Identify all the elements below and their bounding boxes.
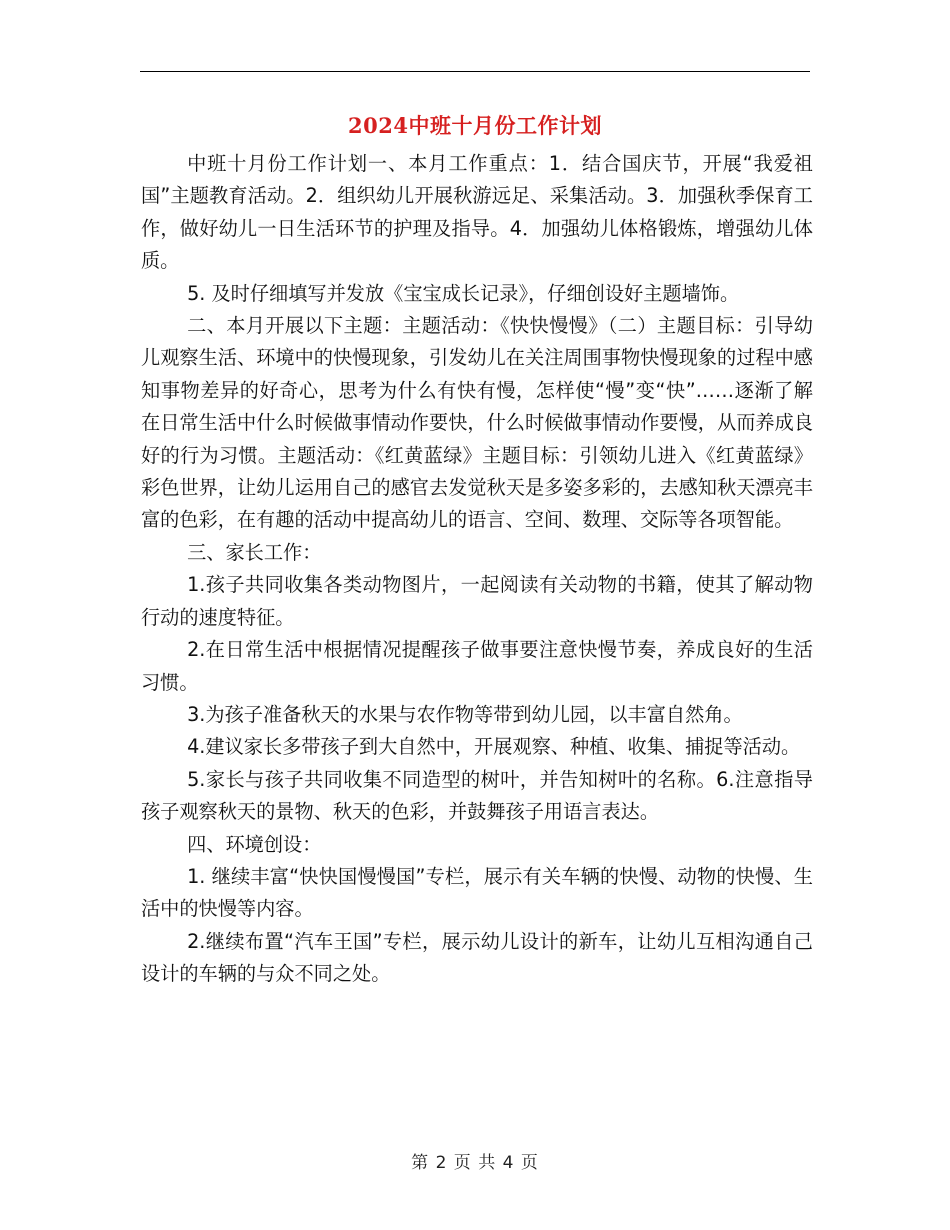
paragraph-11: 1. 继续丰富“快快国慢慢国”专栏，展示有关车辆的快慢、动物的快慢、生活中的快慢等内容。 <box>141 864 813 921</box>
paragraph-12: 2.继续布置“汽车王国”专栏，展示幼儿设计的新车，让幼儿互相沟通自己设计的车辆的与众不同之处。 <box>141 929 813 986</box>
section-heading-environment: 四、环境创设： <box>187 832 322 856</box>
paragraph-8: 4.建议家长多带孩子到大自然中，开展观察、种植、收集、捕捉等活动。 <box>187 735 801 759</box>
document-body <box>141 148 813 991</box>
paragraph-7: 3.为孩子准备秋天的水果与农作物等带到幼儿园，以丰富自然角。 <box>187 702 743 726</box>
header-rule <box>140 71 810 72</box>
paragraph-1: 中班十月份工作计划一、本月工作重点：1．结合国庆节，开展“我爱祖国”主题教育活动。2．组织幼儿开展秋游远足、采集活动。3．加强秋季保育工作，做好幼儿一日生活环节的护理及指导。4．加强幼儿体格锻炼，增强幼儿体质。 <box>141 152 813 273</box>
paragraph-9: 5.家长与孩子共同收集不同造型的树叶，并告知树叶的名称。6.注意指导孩子观察秋天的景物、秋天的色彩，并鼓舞孩子用语言表达。 <box>141 767 813 824</box>
page-footer: 第 2 页 共 4 页 <box>411 1153 539 1173</box>
document-title: 2024中班十月份工作计划 <box>348 113 602 138</box>
paragraph-6: 2.在日常生活中根据情况提醒孩子做事要注意快慢节奏，养成良好的生活习惯。 <box>141 638 813 694</box>
paragraph-3: 二、本月开展以下主题：主题活动：《快快慢慢》（二）主题目标：引导幼儿观察生活、环境中的快慢现象，引发幼儿在关注周围事物快慢现象的过程中感知事物差异的好奇心，思考为什么有快有慢，怎样使“慢”变“快”……逐渐了解在日常生活中什么时候做事情动作要快，什么时候做事情动作要慢，从而养成良好的行为习惯。主题活动：《红黄蓝绿》主题目标：引领幼儿进入《红黄蓝绿》彩色世界，让幼儿运用自己的感官去发觉秋天是多姿多彩的，去感知秋天漂亮丰富的色彩，在有趣的活动中提高幼儿的语言、空间、数理、交际等各项智能。 <box>141 314 813 532</box>
section-heading-parents: 三、家长工作： <box>187 540 322 564</box>
paragraph-2: 5. 及时仔细填写并发放《宝宝成长记录》，仔细创设好主题墙饰。 <box>187 281 740 305</box>
paragraph-5: 1.孩子共同收集各类动物图片，一起阅读有关动物的书籍，使其了解动物行动的速度特征。 <box>141 573 813 629</box>
